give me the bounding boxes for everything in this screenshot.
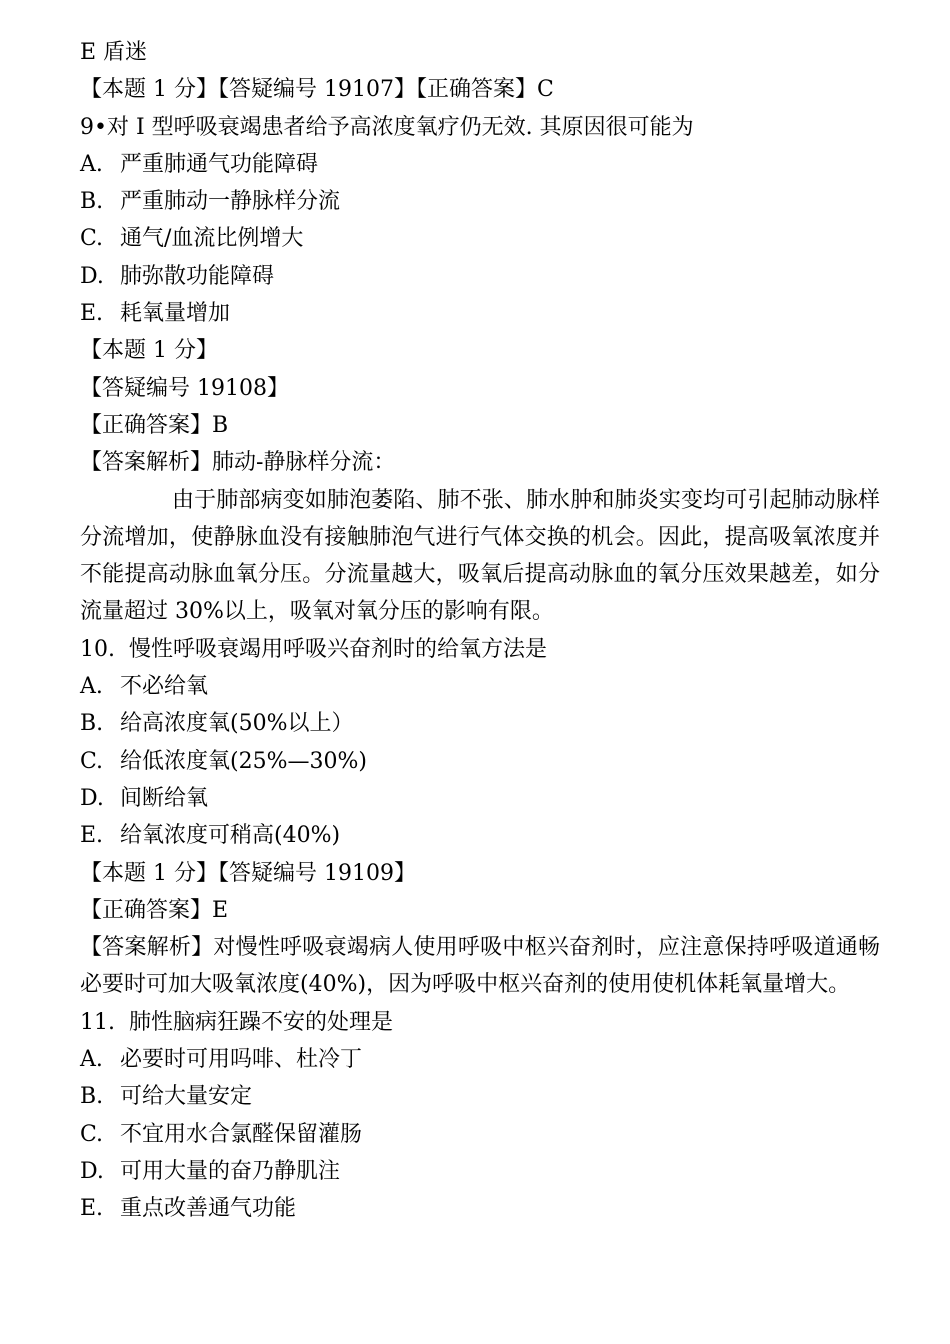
q11-option-e: E. 重点改善通气功能 (80, 1196, 297, 1222)
q9-option-d: D. 肺弥散功能障碍 (80, 263, 275, 289)
q9-query-id: 【答疑编号 19108】 (80, 375, 289, 401)
q10-correct-answer: 【正确答案】E (80, 897, 229, 923)
q9-stem: 9•对 I 型呼吸衰竭患者给予高浓度氧疗仍无效. 其原因很可能为 (80, 114, 694, 140)
q11-option-b: B. 可给大量安定 (80, 1084, 253, 1110)
q9-correct-answer: 【正确答案】B (80, 412, 229, 438)
q8-meta-line: 【本题 1 分】【答疑编号 19107】【正确答案】C (80, 77, 554, 103)
q10-option-c: C. 给低浓度氧(25%—30%) (80, 748, 367, 774)
q10-options (80, 668, 880, 854)
q9-explanation: 由于肺部病变如肺泡萎陷、肺不张、肺水肿和肺炎实变均可引起肺动脉样分流增加，使静脉血没有接触肺泡气进行气体交换的机会。因此，提高吸氧浓度并不能提高动脉血氧分压。分流量越大，吸氧后提高动脉血的氧分压效果越差，如分流量超过 30%以上，吸氧对氧分压的影响有限。 (80, 487, 880, 625)
option-e-prev: E 盾迷 (80, 40, 148, 65)
q11-option-c: C. 不宜用水合氯醛保留灌肠 (80, 1121, 363, 1147)
q9-explanation-heading: 【答案解析】肺动-静脉样分流： (80, 450, 396, 476)
q10-option-b: B. 给高浓度氧(50%以上） (80, 711, 354, 737)
q11-options (80, 1041, 880, 1227)
q11-option-a: A. 必要时可用吗啡、杜冷丁 (80, 1047, 363, 1073)
q10-option-d: D. 间断给氧 (80, 785, 209, 811)
q10-option-e: E. 给氧浓度可稍高(40%) (80, 823, 341, 849)
q9-score: 【本题 1 分】 (80, 338, 218, 364)
q11-option-d: D. 可用大量的奋乃静肌注 (80, 1158, 341, 1184)
q10-explanation: 【答案解析】对慢性呼吸衰竭病人使用呼吸中枢兴奋剂时，应注意保持呼吸道通畅必要时可加大吸氧浓度(40%)，因为呼吸中枢兴奋剂的使用使机体耗氧量增大。 (80, 935, 880, 998)
q9-option-a: A. 严重肺通气功能障碍 (80, 151, 319, 177)
q9-option-c: C. 通气/血流比例增大 (80, 226, 304, 252)
q9-option-b: B. 严重肺动一静脉样分流 (80, 189, 341, 215)
q9-options (80, 146, 880, 332)
q9-option-e: E. 耗氧量增加 (80, 301, 231, 327)
q10-option-a: A. 不必给氧 (80, 674, 209, 700)
q10-score-and-id: 【本题 1 分】【答疑编号 19109】 (80, 860, 416, 886)
q10-stem: 10. 慢性呼吸衰竭用呼吸兴奋剂时的给氧方法是 (80, 636, 547, 662)
document-page (80, 34, 880, 1228)
q11-stem: 11. 肺性脑病狂躁不安的处理是 (80, 1009, 393, 1035)
